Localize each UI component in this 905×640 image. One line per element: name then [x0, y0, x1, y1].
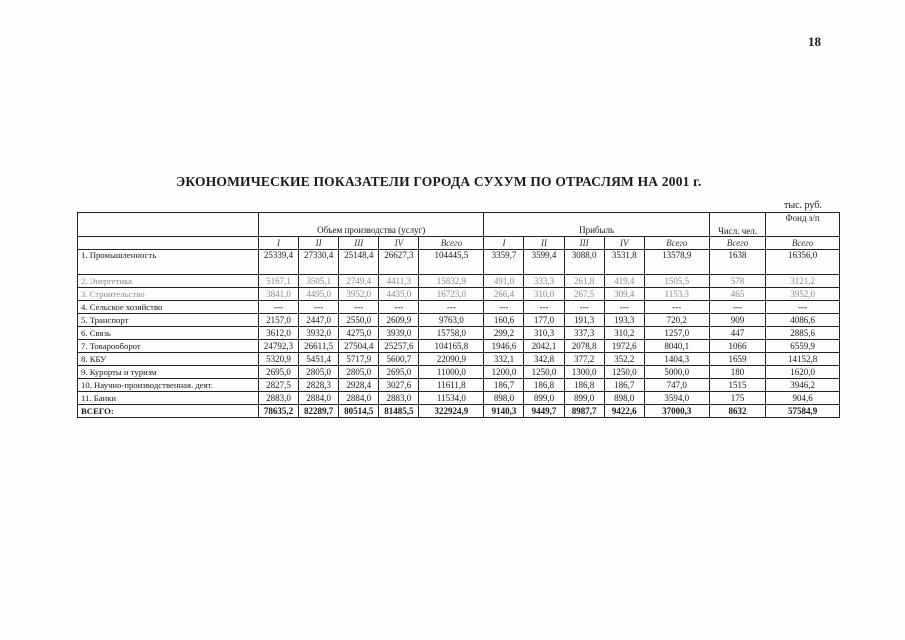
volume-cell: 4435,0 — [379, 288, 419, 301]
headcount-cell: 465 — [709, 288, 765, 301]
industry-name: 4. Сельское хозяйство — [78, 301, 259, 314]
headcount-cell: 1515 — [709, 379, 765, 392]
table-row — [78, 301, 840, 314]
volume-cell: 5320,9 — [259, 353, 299, 366]
profit-cell: 3088,0 — [564, 250, 604, 275]
volume-cell: 2828,3 — [299, 379, 339, 392]
profit-cell: 1505,5 — [644, 275, 709, 288]
volume-cell: 78635,2 — [259, 405, 299, 418]
volume-cell: 4275,0 — [339, 327, 379, 340]
volume-cell: 2805,0 — [299, 366, 339, 379]
volume-cell: 2447,0 — [299, 314, 339, 327]
profit-cell: --- — [484, 301, 524, 314]
volume-cell: 11534,0 — [419, 392, 484, 405]
header-blank — [78, 213, 259, 237]
volume-cell: 25339,4 — [259, 250, 299, 275]
volume-cell: 322924,9 — [419, 405, 484, 418]
volume-cell: 2884,0 — [339, 392, 379, 405]
headcount-cell: 1066 — [709, 340, 765, 353]
profit-cell: 1300,0 — [564, 366, 604, 379]
headcount-cell: 447 — [709, 327, 765, 340]
profit-cell: 2042,1 — [524, 340, 564, 353]
volume-cell: 3939,0 — [379, 327, 419, 340]
header-volume-q4: IV — [379, 237, 419, 250]
volume-cell: 3841,0 — [259, 288, 299, 301]
profit-cell: 37000,3 — [644, 405, 709, 418]
volume-cell: 2695,0 — [259, 366, 299, 379]
table-row — [78, 250, 840, 275]
volume-cell: --- — [379, 301, 419, 314]
volume-cell: 3505,1 — [299, 275, 339, 288]
profit-cell: 352,2 — [604, 353, 644, 366]
profit-cell: 299,2 — [484, 327, 524, 340]
profit-cell: 193,3 — [604, 314, 644, 327]
profit-cell: --- — [524, 301, 564, 314]
profit-cell: 1946,6 — [484, 340, 524, 353]
header-profit-q3: III — [564, 237, 604, 250]
profit-cell: 332,1 — [484, 353, 524, 366]
payroll-cell: 3952,0 — [766, 288, 840, 301]
profit-cell: 2078,8 — [564, 340, 604, 353]
table-row — [78, 353, 840, 366]
profit-cell: 899,0 — [564, 392, 604, 405]
profit-cell: 898,0 — [604, 392, 644, 405]
payroll-cell: 57584,9 — [766, 405, 840, 418]
industry-name: 5. Транспорт — [78, 314, 259, 327]
profit-cell: --- — [564, 301, 604, 314]
industry-name: 3. Строительство — [78, 288, 259, 301]
payroll-cell: 3121,2 — [766, 275, 840, 288]
volume-cell: --- — [299, 301, 339, 314]
industry-name: 2. Энергетика — [78, 275, 259, 288]
table-row — [78, 392, 840, 405]
volume-cell: 25257,6 — [379, 340, 419, 353]
headcount-cell: 180 — [709, 366, 765, 379]
table-row — [78, 340, 840, 353]
volume-cell: 3612,0 — [259, 327, 299, 340]
volume-cell: 104445,5 — [419, 250, 484, 275]
volume-cell: 15832,9 — [419, 275, 484, 288]
payroll-cell: --- — [766, 301, 840, 314]
header-volume-total: Всего — [419, 237, 484, 250]
volume-cell: 2928,4 — [339, 379, 379, 392]
headcount-cell: 1638 — [709, 250, 765, 275]
profit-cell: 1153,3 — [644, 288, 709, 301]
profit-cell: 3594,0 — [644, 392, 709, 405]
volume-cell: 3027,6 — [379, 379, 419, 392]
volume-cell: 2884,0 — [299, 392, 339, 405]
header-volume-q1: I — [259, 237, 299, 250]
industry-name: ВСЕГО: — [78, 405, 259, 418]
profit-cell: 3599,4 — [524, 250, 564, 275]
header-payroll: Фонд з/п — [766, 213, 840, 237]
volume-cell: 5717,9 — [339, 353, 379, 366]
profit-cell: 309,4 — [604, 288, 644, 301]
profit-cell: 186,8 — [564, 379, 604, 392]
payroll-cell: 16356,0 — [766, 250, 840, 275]
volume-cell: --- — [259, 301, 299, 314]
table-row — [78, 379, 840, 392]
profit-cell: 491,0 — [484, 275, 524, 288]
volume-cell: 16723,0 — [419, 288, 484, 301]
profit-cell: 3359,7 — [484, 250, 524, 275]
header-profit-q4: IV — [604, 237, 644, 250]
volume-cell: 27504,4 — [339, 340, 379, 353]
table-row — [78, 366, 840, 379]
table-row — [78, 288, 840, 301]
header-headcount: Числ. чел. — [709, 213, 765, 237]
headcount-cell: 1659 — [709, 353, 765, 366]
header-profit-total: Всего — [644, 237, 709, 250]
header-profit: Прибыль — [484, 213, 709, 237]
profit-cell: 266,4 — [484, 288, 524, 301]
volume-cell: 2805,0 — [339, 366, 379, 379]
document-title: ЭКОНОМИЧЕСКИЕ ПОКАЗАТЕЛИ ГОРОДА СУХУМ ПО ОТРАСЛЯМ НА 2001 г. — [176, 174, 702, 189]
header-blank-2 — [78, 237, 259, 250]
payroll-cell: 904,6 — [766, 392, 840, 405]
profit-cell: 333,3 — [524, 275, 564, 288]
industry-name: 11. Банки — [78, 392, 259, 405]
industry-name: 9. Курорты и туризм — [78, 366, 259, 379]
headcount-cell: 909 — [709, 314, 765, 327]
profit-cell: 8987,7 — [564, 405, 604, 418]
profit-cell: 3531,8 — [604, 250, 644, 275]
header-profit-q2: II — [524, 237, 564, 250]
profit-cell: 177,0 — [524, 314, 564, 327]
table-row — [78, 275, 840, 288]
industry-name: 10. Научно-производственная. деят. — [78, 379, 259, 392]
profit-cell: 261,8 — [564, 275, 604, 288]
profit-cell: 1250,0 — [604, 366, 644, 379]
profit-cell: 186,8 — [524, 379, 564, 392]
profit-cell: 13578,9 — [644, 250, 709, 275]
profit-cell: 8040,1 — [644, 340, 709, 353]
profit-cell: 160,6 — [484, 314, 524, 327]
volume-cell: 2550,0 — [339, 314, 379, 327]
header-profit-q1: I — [484, 237, 524, 250]
headcount-cell: --- — [709, 301, 765, 314]
profit-cell: 5000,0 — [644, 366, 709, 379]
volume-cell: 5167,1 — [259, 275, 299, 288]
volume-cell: --- — [419, 301, 484, 314]
profit-cell: --- — [604, 301, 644, 314]
profit-cell: 9449,7 — [524, 405, 564, 418]
payroll-cell: 6559,9 — [766, 340, 840, 353]
header-volume-q3: III — [339, 237, 379, 250]
volume-cell: 15758,0 — [419, 327, 484, 340]
payroll-cell: 3946,2 — [766, 379, 840, 392]
volume-cell: 25148,4 — [339, 250, 379, 275]
industry-name: 8. КБУ — [78, 353, 259, 366]
profit-cell: 186,7 — [484, 379, 524, 392]
units-label: тыс. руб. — [784, 200, 822, 211]
volume-cell: 2883,0 — [379, 392, 419, 405]
volume-cell: 80514,5 — [339, 405, 379, 418]
profit-cell: 191,3 — [564, 314, 604, 327]
volume-cell: 9763,0 — [419, 314, 484, 327]
volume-cell: 26611,5 — [299, 340, 339, 353]
profit-cell: 342,8 — [524, 353, 564, 366]
profit-cell: 9422,6 — [604, 405, 644, 418]
profit-cell: 186,7 — [604, 379, 644, 392]
volume-cell: 2827,5 — [259, 379, 299, 392]
profit-cell: 419,4 — [604, 275, 644, 288]
volume-cell: 2883,0 — [259, 392, 299, 405]
profit-cell: 1250,0 — [524, 366, 564, 379]
table-row — [78, 314, 840, 327]
volume-cell: 5600,7 — [379, 353, 419, 366]
profit-cell: 267,5 — [564, 288, 604, 301]
profit-cell: 310,3 — [524, 327, 564, 340]
profit-cell: 747,0 — [644, 379, 709, 392]
volume-cell: 24792,3 — [259, 340, 299, 353]
volume-cell: 2157,0 — [259, 314, 299, 327]
volume-cell: 27330,4 — [299, 250, 339, 275]
profit-cell: 337,3 — [564, 327, 604, 340]
volume-cell: 3952,0 — [339, 288, 379, 301]
volume-cell: 82289,7 — [299, 405, 339, 418]
profit-cell: 1200,0 — [484, 366, 524, 379]
profit-cell: 899,0 — [524, 392, 564, 405]
volume-cell: 2695,0 — [379, 366, 419, 379]
profit-cell: 1404,3 — [644, 353, 709, 366]
profit-cell: 1972,6 — [604, 340, 644, 353]
payroll-cell: 14152,8 — [766, 353, 840, 366]
industry-name: 1. Промышленность — [78, 250, 259, 275]
volume-cell: 11000,0 — [419, 366, 484, 379]
volume-cell: 2749,4 — [339, 275, 379, 288]
profit-cell: 720,2 — [644, 314, 709, 327]
volume-cell: 4411,3 — [379, 275, 419, 288]
payroll-cell: 1620,0 — [766, 366, 840, 379]
volume-cell: --- — [339, 301, 379, 314]
profit-cell: --- — [644, 301, 709, 314]
profit-cell: 1257,0 — [644, 327, 709, 340]
header-headcount-total: Всего — [709, 237, 765, 250]
payroll-cell: 4086,6 — [766, 314, 840, 327]
payroll-cell: 2885,6 — [766, 327, 840, 340]
profit-cell: 310,0 — [524, 288, 564, 301]
profit-cell: 9140,3 — [484, 405, 524, 418]
volume-cell: 2609,9 — [379, 314, 419, 327]
volume-cell: 22090,9 — [419, 353, 484, 366]
headcount-cell: 8632 — [709, 405, 765, 418]
volume-cell: 26627,3 — [379, 250, 419, 275]
indicators-table — [77, 212, 840, 418]
industry-name: 6. Связь — [78, 327, 259, 340]
profit-cell: 898,0 — [484, 392, 524, 405]
volume-cell: 11611,8 — [419, 379, 484, 392]
volume-cell: 3932,0 — [299, 327, 339, 340]
volume-cell: 104165,8 — [419, 340, 484, 353]
page-number: 18 — [808, 34, 821, 49]
table-row — [78, 327, 840, 340]
volume-cell: 5451,4 — [299, 353, 339, 366]
headcount-cell: 175 — [709, 392, 765, 405]
volume-cell: 81485,5 — [379, 405, 419, 418]
header-volume-q2: II — [299, 237, 339, 250]
header-payroll-total: Всего — [766, 237, 840, 250]
industry-name: 7. Товарооборот — [78, 340, 259, 353]
total-row — [78, 405, 840, 418]
volume-cell: 4495,0 — [299, 288, 339, 301]
profit-cell: 377,2 — [564, 353, 604, 366]
profit-cell: 310,2 — [604, 327, 644, 340]
header-volume: Объем производства (услуг) — [259, 213, 484, 237]
headcount-cell: 578 — [709, 275, 765, 288]
